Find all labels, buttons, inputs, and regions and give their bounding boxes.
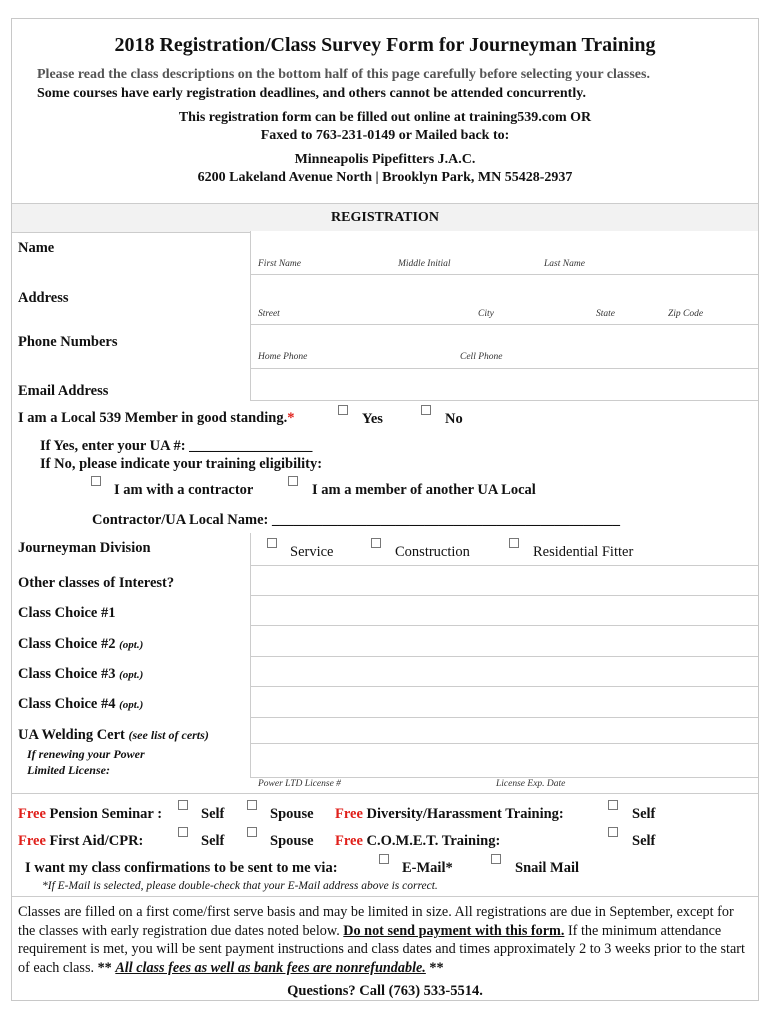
contractor-checkbox[interactable]	[91, 476, 101, 486]
other-local-checkbox[interactable]	[288, 476, 298, 486]
submit-line-1: This registration form can be filled out online at training539.com OR	[178, 110, 592, 125]
class-choice-1-field[interactable]	[250, 596, 758, 626]
form-title: 2018 Registration/Class Survey Form for Journeyman Training	[114, 34, 656, 56]
contractor-label: I am with a contractor	[114, 482, 254, 498]
if-yes-ua-number[interactable]: If Yes, enter your UA #: _________________	[40, 438, 313, 454]
zip-caption: Zip Code	[668, 309, 704, 319]
construction-checkbox[interactable]	[371, 538, 381, 548]
member-no-label: No	[445, 411, 463, 427]
name-label: Name	[18, 240, 55, 256]
construction-label: Construction	[395, 544, 470, 560]
comet-self-checkbox[interactable]	[608, 827, 618, 837]
welding-cert-field[interactable]	[250, 718, 758, 744]
power-ltd-field[interactable]	[250, 744, 758, 778]
contractor-local-name-line[interactable]: Contractor/UA Local Name: ________________________________________________	[92, 512, 620, 528]
questions-line: Questions? Call (763) 533-5514.	[287, 983, 483, 999]
confirmation-label: I want my class confirmations to be sent to me via:	[25, 860, 338, 876]
pension-spouse-label: Spouse	[270, 806, 314, 822]
city-caption: City	[478, 309, 494, 319]
cell-phone-caption: Cell Phone	[460, 352, 503, 362]
comet-self-label: Self	[632, 833, 656, 849]
service-label: Service	[290, 544, 334, 560]
intro-line-2: Some courses have early registration deadlines, and others cannot be attended concurrently.	[37, 86, 586, 101]
aid-spouse-label: Spouse	[270, 833, 314, 849]
class-choice-3-label: Class Choice #3 (opt.)	[18, 666, 144, 682]
class-choice-4-label: Class Choice #4 (opt.)	[18, 696, 144, 712]
street-caption: Street	[258, 309, 280, 319]
class-choice-2-label: Class Choice #2 (opt.)	[18, 636, 144, 652]
middle-initial-caption: Middle Initial	[398, 259, 451, 269]
diversity-self-checkbox[interactable]	[608, 800, 618, 810]
confirm-email-label: E-Mail*	[402, 860, 453, 876]
welding-cert-label: UA Welding Cert (see list of certs)	[18, 727, 209, 743]
other-classes-label: Other classes of Interest?	[18, 575, 175, 591]
comet-training-label: Free C.O.M.E.T. Training:	[335, 833, 501, 849]
phone-field[interactable]	[250, 325, 758, 369]
welding-divider	[12, 793, 758, 794]
pension-seminar-label: Free Pension Seminar :	[18, 806, 163, 822]
aid-spouse-checkbox[interactable]	[247, 827, 257, 837]
confirm-snail-label: Snail Mail	[515, 860, 580, 876]
residential-label: Residential Fitter	[533, 544, 634, 560]
home-phone-caption: Home Phone	[258, 352, 308, 362]
power-ltd-caption: Power LTD License #	[258, 779, 341, 789]
first-name-caption: First Name	[258, 259, 302, 269]
member-no-checkbox[interactable]	[421, 405, 431, 415]
diversity-self-label: Self	[632, 806, 656, 822]
policy-paragraph: Classes are filled on a first come/first serve basis and may be limited in size. All registrations are due in September, except for the classes with early registration due dates noted below. Do not send payment with this form. If the minimum attendance requirement is met, you will be sent payment instructions and class dates and times approximately 2 to 3 weeks prior to the start of each class. ** All class fees as well as bank fees are nonrefundable. **	[18, 904, 745, 976]
footer-divider	[12, 896, 758, 897]
other-local-label: I am a member of another UA Local	[312, 482, 536, 498]
pension-self-label: Self	[201, 806, 225, 822]
name-field[interactable]	[250, 231, 758, 275]
class-choice-2-field[interactable]	[250, 626, 758, 657]
aid-self-label: Self	[201, 833, 225, 849]
address-label: Address	[18, 290, 69, 306]
member-yes-label: Yes	[362, 411, 383, 427]
email-note: *If E-Mail is selected, please double-check that your E-Mail address above is correct.	[42, 880, 438, 892]
pension-self-checkbox[interactable]	[178, 800, 188, 810]
email-field[interactable]	[250, 369, 758, 401]
class-choice-3-field[interactable]	[250, 657, 758, 687]
submit-line-2: Faxed to 763-231-0149 or Mailed back to:	[260, 128, 510, 143]
email-label: Email Address	[18, 383, 109, 399]
address-line-1: Minneapolis Pipefitters J.A.C.	[294, 152, 476, 167]
division-label: Journeyman Division	[18, 540, 151, 556]
confirm-email-checkbox[interactable]	[379, 854, 389, 864]
license-exp-caption: License Exp. Date	[496, 779, 566, 789]
first-aid-label: Free First Aid/CPR:	[18, 833, 144, 849]
class-choice-4-field[interactable]	[250, 687, 758, 718]
confirm-snail-checkbox[interactable]	[491, 854, 501, 864]
diversity-training-label: Free Diversity/Harassment Training:	[335, 806, 564, 822]
renew-note-2: Limited License:	[27, 763, 110, 777]
state-caption: State	[596, 309, 615, 319]
phone-label: Phone Numbers	[18, 334, 118, 350]
member-question: I am a Local 539 Member in good standing.*	[18, 410, 295, 426]
renew-note-1: If renewing your Power	[27, 747, 145, 761]
class-choice-1-label: Class Choice #1	[18, 605, 116, 621]
registration-header: REGISTRATION	[12, 203, 758, 233]
aid-self-checkbox[interactable]	[178, 827, 188, 837]
pension-spouse-checkbox[interactable]	[247, 800, 257, 810]
address-line-2: 6200 Lakeland Avenue North | Brooklyn Park, MN 55428-2937	[197, 170, 573, 185]
last-name-caption: Last Name	[544, 259, 585, 269]
intro-line-1: Please read the class descriptions on the bottom half of this page carefully before selecting your classes.	[37, 67, 650, 82]
residential-checkbox[interactable]	[509, 538, 519, 548]
if-no-eligibility: If No, please indicate your training eligibility:	[40, 456, 323, 472]
service-checkbox[interactable]	[267, 538, 277, 548]
member-yes-checkbox[interactable]	[338, 405, 348, 415]
other-classes-field[interactable]	[250, 566, 758, 596]
